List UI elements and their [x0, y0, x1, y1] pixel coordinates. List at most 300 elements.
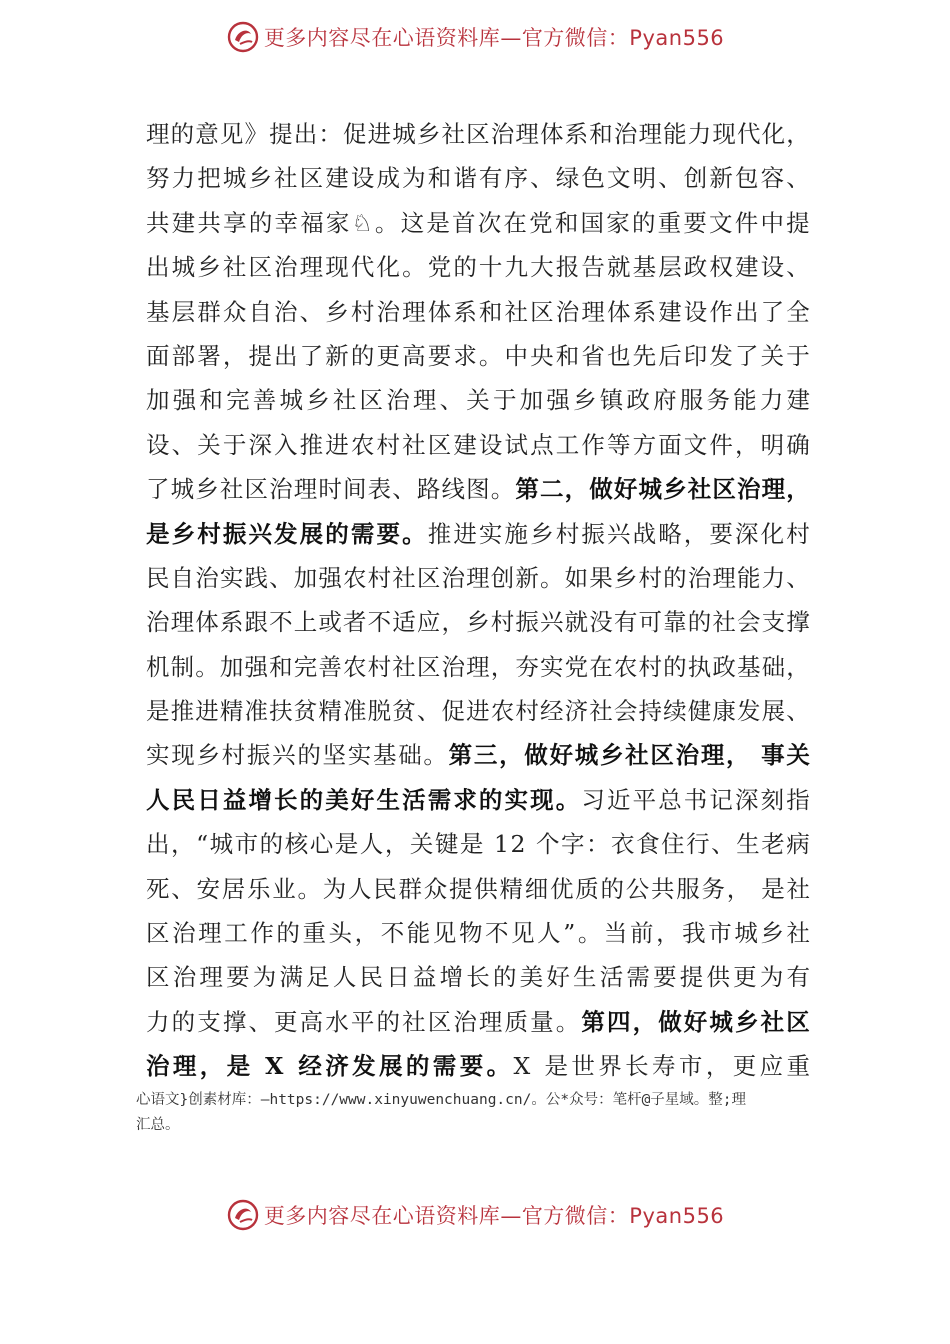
- text-line: [146, 911, 810, 955]
- text-char: 自: [170, 563, 195, 592]
- text-char: 提: [269, 120, 293, 148]
- text-char: 见: [432, 919, 457, 948]
- text-char: 理: [478, 1007, 503, 1036]
- text-char: 城: [392, 120, 416, 148]
- text-char: 满: [279, 963, 303, 992]
- text-char: 贫: [392, 697, 416, 726]
- text-char: 社: [392, 563, 416, 592]
- text-char: 人: [537, 919, 561, 948]
- text-char: 理: [712, 563, 736, 592]
- text-char: 界: [598, 1052, 622, 1081]
- bold-char: [287, 1044, 295, 1088]
- text-char: 、: [416, 697, 441, 726]
- text-char: 实: [146, 741, 170, 770]
- text-char: 不: [269, 608, 293, 637]
- text-char: 益: [412, 963, 437, 992]
- text-char: 、: [786, 253, 810, 282]
- text-char: 社: [712, 608, 736, 637]
- bold-char: 发: [352, 1052, 376, 1081]
- text-line: [146, 1044, 810, 1088]
- text-char: 安: [196, 874, 220, 903]
- text-char: 党: [427, 253, 452, 282]
- text-char: 美: [519, 963, 544, 992]
- text-char: ，: [384, 830, 409, 859]
- text-char: 加: [146, 386, 170, 415]
- bold-char: 展: [299, 519, 324, 548]
- text-char: 关: [466, 386, 490, 415]
- text-char: 水: [325, 1007, 349, 1036]
- text-char: 心: [309, 830, 334, 859]
- text-char: 的: [170, 120, 195, 148]
- text-char: 精: [318, 697, 342, 726]
- text-char: 贫: [293, 697, 318, 726]
- bold-char: 好: [549, 741, 573, 770]
- text-char: 。: [195, 652, 219, 681]
- bold-char: 的: [299, 785, 324, 814]
- text-char: 书: [683, 785, 708, 814]
- text-char: 推: [170, 697, 195, 726]
- text-char: 治: [172, 963, 197, 992]
- text-char: 试: [504, 430, 529, 459]
- text-char: 入: [274, 430, 298, 459]
- text-char: 制: [170, 652, 195, 681]
- text-char: 区: [427, 1007, 452, 1036]
- text-char: 时: [318, 475, 342, 504]
- text-char: 社: [274, 164, 298, 193]
- text-char: 社: [589, 697, 613, 726]
- text-char: 和: [269, 652, 293, 681]
- text-char: 化: [760, 519, 785, 548]
- bold-char: 。: [486, 1052, 511, 1081]
- text-char: 建: [325, 164, 349, 193]
- bold-char: 长: [274, 785, 298, 814]
- text-char: 支: [761, 608, 786, 637]
- text-char: 提: [449, 874, 473, 903]
- text-char: 振: [581, 519, 605, 548]
- text-char: 理: [638, 120, 662, 148]
- bold-char: 民: [171, 785, 196, 814]
- text-char: 是: [544, 1052, 568, 1081]
- text-char: 理: [198, 919, 222, 948]
- text-char: 记: [709, 785, 733, 814]
- text-char: ，: [786, 652, 810, 681]
- text-char: 关: [197, 430, 221, 459]
- text-char: 或: [318, 608, 342, 637]
- text-char: 共: [197, 208, 221, 237]
- text-char: 城: [171, 253, 196, 282]
- text-char: 治: [172, 919, 196, 948]
- text-char: 社: [219, 475, 244, 504]
- text-char: 略: [658, 519, 682, 548]
- text-char: 城: [170, 475, 195, 504]
- text-char: 人: [359, 830, 384, 859]
- text-line: [146, 378, 810, 422]
- text-char: 的: [663, 563, 687, 592]
- text-char: 代: [350, 253, 375, 282]
- text-char: 也: [606, 341, 631, 370]
- bold-char: 二: [540, 475, 564, 504]
- text-char: 。: [490, 475, 515, 504]
- text-char: 长: [466, 963, 490, 992]
- text-char: 系: [453, 297, 477, 326]
- text-char: 治: [687, 563, 712, 592]
- text-char: 作: [709, 297, 733, 326]
- bold-char: 区: [650, 741, 674, 770]
- text-char: X: [513, 1052, 531, 1081]
- text-char: 理: [515, 120, 539, 148]
- text-char: 建: [658, 297, 682, 326]
- text-char: 件: [709, 430, 733, 459]
- bold-char: 好: [613, 475, 638, 504]
- text-char: 生: [573, 963, 597, 992]
- bold-char: 的: [325, 519, 349, 548]
- bold-char: 理: [700, 741, 725, 770]
- text-char: 福: [300, 208, 324, 237]
- text-char: 文: [606, 164, 631, 193]
- text-char: 农: [343, 652, 367, 681]
- text-char: 了: [146, 475, 170, 504]
- text-char: 方: [632, 430, 657, 459]
- text-char: 治: [386, 386, 410, 415]
- text-char: 层: [171, 297, 196, 326]
- bold-char: 日: [197, 785, 221, 814]
- bold-char: 。: [402, 519, 426, 548]
- text-char: 夯: [515, 652, 539, 681]
- text-char: 基: [372, 741, 397, 770]
- text-char: 基: [737, 652, 761, 681]
- bold-char: ，: [632, 1007, 657, 1036]
- text-char: 共: [651, 874, 675, 903]
- text-char: 权: [709, 253, 733, 282]
- text-char: 进: [453, 519, 477, 548]
- text-char: 的: [297, 741, 321, 770]
- text-char: 镇: [599, 386, 624, 415]
- text-char: 进: [325, 430, 349, 459]
- text-char: 乡: [306, 386, 330, 415]
- text-char: 、: [786, 697, 810, 726]
- text-char: 更: [274, 1007, 298, 1036]
- text-char: 2: [510, 830, 526, 859]
- text-char: 理: [581, 297, 605, 326]
- text-char: 绿: [555, 164, 580, 193]
- text-char: 民: [373, 874, 397, 903]
- text-char: 文: [709, 208, 733, 237]
- text-char: 新: [325, 341, 349, 370]
- text-char: 容: [760, 164, 785, 193]
- text-char: 质: [504, 1007, 529, 1036]
- text-char: 理: [170, 608, 195, 637]
- text-char: 报: [555, 253, 580, 282]
- text-char: 兴: [606, 519, 631, 548]
- text-char: 会: [613, 697, 638, 726]
- text-char: 重: [786, 1052, 810, 1081]
- text-char: 平: [632, 785, 657, 814]
- text-char: 力: [761, 563, 786, 592]
- text-char: 乡: [197, 253, 221, 282]
- text-char: 供: [706, 963, 730, 992]
- text-char: 府: [653, 386, 677, 415]
- text-char: 物: [458, 919, 483, 948]
- text-char: 乡: [325, 297, 349, 326]
- bold-char: 益: [222, 785, 247, 814]
- text-line: [146, 467, 810, 511]
- text-char: 后: [658, 341, 682, 370]
- text-char: 市: [708, 919, 732, 948]
- text-char: 乐: [247, 874, 271, 903]
- text-char: 的: [171, 1007, 196, 1036]
- text-char: 兴: [272, 741, 296, 770]
- document-body: [146, 112, 810, 1089]
- text-char: 告: [581, 253, 605, 282]
- text-char: [534, 1044, 541, 1088]
- text-char: 、: [171, 430, 196, 459]
- text-char: 治: [269, 475, 293, 504]
- text-char: 共: [146, 208, 170, 237]
- text-char: 头: [328, 919, 353, 948]
- bold-char: 需: [432, 1052, 457, 1081]
- text-line: [146, 334, 810, 378]
- text-char: 部: [171, 341, 196, 370]
- bold-char: 发: [274, 519, 298, 548]
- text-char: 服: [679, 386, 704, 415]
- bold-char: 做: [658, 1007, 682, 1036]
- text-char: 是: [146, 697, 170, 726]
- text-char: 基: [632, 253, 657, 282]
- text-char: 的: [276, 919, 300, 948]
- text-char: 出: [146, 830, 170, 859]
- text-char: 能: [737, 563, 761, 592]
- text-char: 设: [478, 430, 503, 459]
- text-char: 政: [712, 652, 736, 681]
- bold-char: 实: [504, 785, 529, 814]
- text-char: 区: [466, 120, 490, 148]
- text-char: [752, 867, 759, 911]
- text-char: 现: [325, 253, 349, 282]
- text-char: 的: [600, 874, 624, 903]
- text-char: 区: [359, 386, 383, 415]
- text-char: 和: [554, 208, 579, 237]
- text-char: 在: [503, 208, 527, 237]
- text-char: 靠: [663, 608, 687, 637]
- text-char: 实: [478, 519, 503, 548]
- text-char: 确: [786, 430, 810, 459]
- bold-char: 需: [350, 519, 375, 548]
- text-line: [146, 290, 810, 334]
- bold-char: 济: [325, 1052, 349, 1081]
- text-char: 要: [427, 341, 452, 370]
- bold-char: 的: [478, 785, 503, 814]
- text-char: 指: [786, 785, 810, 814]
- bold-char: 需: [427, 785, 452, 814]
- text-char: 治: [441, 652, 465, 681]
- text-char: 城: [209, 830, 234, 859]
- text-char: 现: [712, 120, 736, 148]
- text-char: 平: [350, 1007, 375, 1036]
- text-char: 治: [555, 297, 580, 326]
- bold-char: 治: [737, 475, 761, 504]
- text-char: 强: [318, 563, 342, 592]
- text-char: 理: [293, 475, 318, 504]
- text-char: 可: [638, 608, 662, 637]
- text-char: 进: [466, 697, 490, 726]
- text-char: 区: [416, 563, 441, 592]
- text-char: 面: [658, 430, 682, 459]
- text-char: 促: [441, 697, 465, 726]
- text-char: 推: [427, 519, 452, 548]
- text-char: 准: [244, 697, 268, 726]
- text-line: [146, 423, 810, 467]
- bold-char: 城: [709, 1007, 733, 1036]
- text-char: 治: [613, 120, 638, 148]
- text-char: 果: [589, 563, 613, 592]
- text-char: 件: [734, 208, 759, 237]
- text-char: 见: [219, 120, 244, 148]
- text-char: 、: [658, 164, 682, 193]
- text-char: 社: [504, 297, 529, 326]
- text-char: 个: [535, 830, 560, 859]
- text-char: 社: [222, 253, 247, 282]
- footer-banner: [0, 1190, 950, 1240]
- text-char: 色: [581, 164, 605, 193]
- text-char: 众: [222, 297, 247, 326]
- text-char: 为: [402, 164, 426, 193]
- text-char: 出: [146, 253, 170, 282]
- bold-char: 做: [589, 475, 613, 504]
- text-char: 能: [733, 386, 757, 415]
- text-char: 关: [760, 341, 785, 370]
- text-char: 撑: [786, 608, 810, 637]
- text-char: 理: [466, 563, 490, 592]
- text-char: 大: [530, 253, 554, 282]
- text-char: 努: [146, 164, 170, 193]
- text-char: 把: [197, 164, 221, 193]
- text-char: 和: [589, 120, 613, 148]
- footnote-line: 汇总。: [136, 1117, 180, 1133]
- text-char: 行: [686, 830, 710, 859]
- banner-text: 更多内容尽在心语资料库—官方微信：Pyan556: [263, 26, 725, 50]
- text-char: 、: [711, 830, 735, 859]
- text-char: 好: [546, 963, 570, 992]
- text-line: [146, 955, 810, 999]
- bold-char: 乡: [663, 475, 687, 504]
- text-char: 高: [299, 1007, 324, 1036]
- text-char: 区: [146, 963, 170, 992]
- text-char: 前: [630, 919, 654, 948]
- text-char: 坚: [322, 741, 347, 770]
- text-char: 为: [252, 963, 277, 992]
- text-char: 区: [416, 652, 441, 681]
- text-line: [146, 778, 810, 822]
- text-line: [146, 645, 810, 689]
- text-char: 》: [244, 120, 268, 148]
- text-char: 村: [221, 741, 246, 770]
- text-char: 乡: [573, 386, 597, 415]
- text-char: 工: [555, 430, 580, 459]
- bold-char: ，: [564, 475, 589, 504]
- text-char: 、: [269, 563, 293, 592]
- text-char: 能: [406, 919, 431, 948]
- text-char: 区: [244, 475, 268, 504]
- text-char: 病: [786, 830, 810, 859]
- bold-char: 活: [402, 785, 426, 814]
- text-char: 济: [564, 697, 589, 726]
- text-char: 见: [511, 919, 535, 948]
- bold-char: 生: [376, 785, 400, 814]
- text-char: ，: [171, 830, 195, 859]
- text-char: 出: [735, 297, 759, 326]
- text-char: 准: [343, 697, 367, 726]
- bold-char: 做: [524, 741, 548, 770]
- text-char: 日: [386, 963, 410, 992]
- text-char: 建: [453, 430, 477, 459]
- text-char: 建: [735, 253, 759, 282]
- bold-char: 好: [683, 1007, 708, 1036]
- text-char: 重: [657, 208, 682, 237]
- text-char: 、: [299, 297, 324, 326]
- text-char: 文: [683, 430, 708, 459]
- text-char: 习: [581, 785, 605, 814]
- text-char: 村: [367, 652, 392, 681]
- text-char: 系: [564, 120, 589, 148]
- text-char: 的: [350, 341, 375, 370]
- text-char: ♘: [351, 208, 373, 237]
- text-char: 要: [226, 963, 250, 992]
- text-char: 和: [427, 164, 452, 193]
- text-char: 业: [272, 874, 296, 903]
- text-char: 、: [786, 563, 810, 592]
- text-char: 更: [733, 963, 757, 992]
- bold-char: 区: [786, 1007, 810, 1036]
- text-char: 强: [546, 386, 570, 415]
- text-char: 面: [146, 341, 170, 370]
- text-char: 创: [683, 164, 708, 193]
- text-char: 乡: [530, 519, 554, 548]
- text-char: 力: [146, 1007, 170, 1036]
- text-char: 体: [195, 608, 219, 637]
- text-char: 上: [293, 608, 318, 637]
- text-char: 应: [416, 608, 441, 637]
- text-char: 村: [367, 563, 392, 592]
- text-char: 。: [478, 341, 503, 370]
- text-char: 乡: [196, 741, 220, 770]
- text-char: 力: [171, 164, 196, 193]
- text-char: 发: [709, 341, 733, 370]
- text-char: 村: [376, 430, 400, 459]
- text-char: 者: [343, 608, 367, 637]
- text-char: 健: [687, 697, 712, 726]
- text-char: 作: [250, 919, 274, 948]
- bold-char: 增: [248, 785, 272, 814]
- text-line: [146, 156, 810, 200]
- text-char: 足: [306, 963, 330, 992]
- text-char: 家: [606, 208, 630, 237]
- text-char: 、: [530, 164, 554, 193]
- bold-char: 社: [625, 741, 649, 770]
- text-char: 持: [638, 697, 662, 726]
- text-char: 要: [653, 963, 677, 992]
- text-char: 兴: [540, 608, 564, 637]
- text-char: 新: [515, 563, 539, 592]
- text-char: 设: [146, 430, 170, 459]
- text-char: 点: [530, 430, 554, 459]
- text-char: 供: [474, 874, 498, 903]
- text-char: ，: [735, 430, 759, 459]
- text-char: 求: [453, 341, 477, 370]
- text-char: 城: [222, 164, 247, 193]
- text-char: 、: [248, 1007, 272, 1036]
- text-char: 图: [466, 475, 490, 504]
- bold-char: 社: [687, 475, 712, 504]
